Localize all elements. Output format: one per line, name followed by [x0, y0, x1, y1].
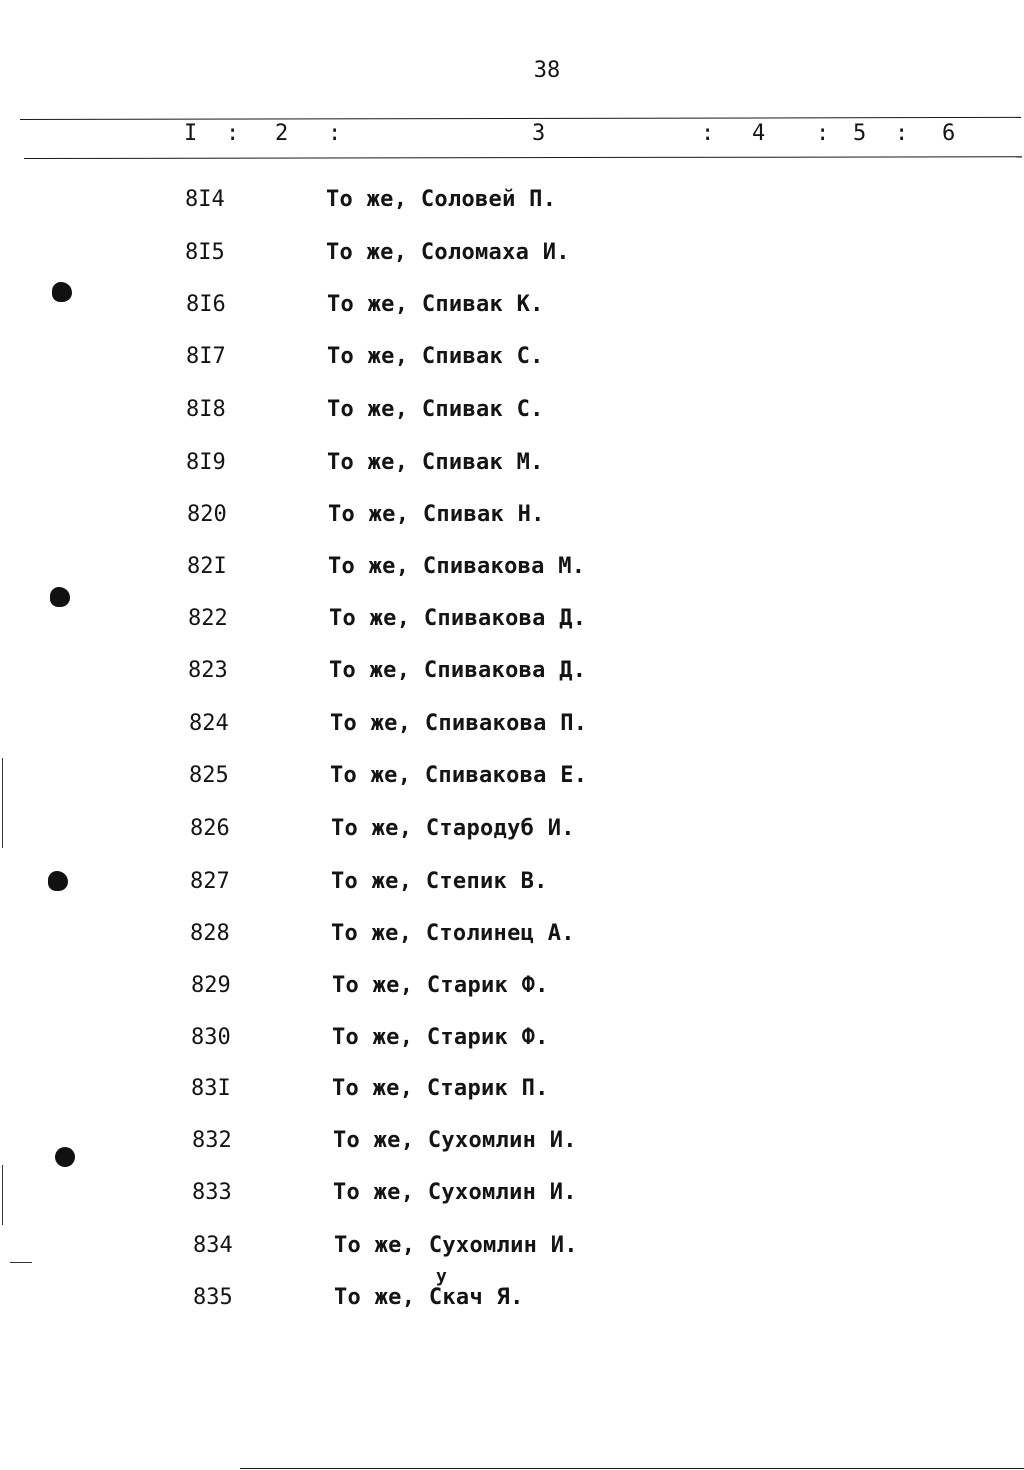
punch-hole-mark: [55, 1147, 75, 1167]
row-entry: То же, Скач Я.: [334, 1285, 524, 1310]
column-header-4: 4: [752, 121, 766, 146]
row-entry: То же, Спивак М.: [327, 450, 544, 475]
margin-dash: [10, 1262, 32, 1263]
column-header-1: I: [184, 121, 198, 146]
column-separator: :: [226, 121, 240, 146]
row-entry: То же, Столинец А.: [331, 921, 575, 946]
row-number: 825: [189, 763, 229, 788]
row-number: 8I5: [185, 240, 225, 265]
column-separator: :: [701, 121, 715, 146]
row-entry: То же, Сухомлин И.: [334, 1233, 578, 1258]
row-number: 834: [193, 1233, 233, 1258]
column-separator: :: [895, 121, 909, 146]
row-number: 822: [188, 606, 228, 631]
row-number: 83I: [191, 1076, 231, 1101]
row-number: 827: [190, 869, 230, 894]
row-number: 8I9: [186, 450, 226, 475]
punch-hole-mark: [52, 282, 72, 302]
row-entry: То же, Сухомлин И.: [333, 1180, 577, 1205]
column-header-2: 2: [275, 121, 289, 146]
row-entry: То же, Сухомлин И.: [333, 1128, 577, 1153]
row-number: 8I7: [186, 344, 226, 369]
row-entry: То же, Степик В.: [331, 869, 548, 894]
page-number: 38: [533, 58, 561, 83]
row-number: 832: [192, 1128, 232, 1153]
row-number: 829: [191, 973, 231, 998]
margin-tick: [2, 1165, 3, 1225]
row-number: 8I6: [186, 292, 226, 317]
row-entry: То же, Соломаха И.: [326, 240, 570, 265]
row-number: 826: [190, 816, 230, 841]
row-entry: То же, Спивакова Д.: [329, 606, 587, 631]
row-entry: То же, Соловей П.: [326, 187, 557, 212]
row-number: 8I8: [186, 397, 226, 422]
row-entry: То же, Старик Ф.: [332, 973, 549, 998]
row-entry: То же, Спивак С.: [327, 397, 544, 422]
column-separator: :: [328, 121, 342, 146]
row-number: 82I: [187, 554, 227, 579]
margin-tick: [2, 758, 3, 848]
handwritten-correction: у: [436, 1266, 447, 1287]
column-header-5: 5: [853, 121, 867, 146]
row-number: 824: [189, 711, 229, 736]
row-entry: То же, Спивак К.: [327, 292, 544, 317]
bottom-rule: [240, 1468, 1024, 1469]
row-number: 820: [187, 502, 227, 527]
punch-hole-mark: [48, 871, 68, 891]
row-number: 823: [188, 658, 228, 683]
row-number: 830: [191, 1025, 231, 1050]
column-header-6: 6: [942, 121, 956, 146]
punch-hole-mark: [50, 587, 70, 607]
row-entry: То же, Спивакова Д.: [329, 658, 587, 683]
row-number: 828: [190, 921, 230, 946]
column-header-3: 3: [532, 121, 546, 146]
row-entry: То же, Старик Ф.: [332, 1025, 549, 1050]
row-entry: То же, Спивакова М.: [328, 554, 586, 579]
header-bottom-rule: [24, 156, 1022, 159]
row-entry: То же, Старик П.: [332, 1076, 549, 1101]
row-entry: То же, Спивакова Е.: [330, 763, 588, 788]
row-number: 833: [192, 1180, 232, 1205]
row-entry: То же, Спивакова П.: [330, 711, 588, 736]
column-separator: :: [816, 121, 830, 146]
row-entry: То же, Спивак Н.: [328, 502, 545, 527]
header-top-rule: [20, 117, 1021, 120]
row-entry: То же, Спивак С.: [327, 344, 544, 369]
row-number: 8I4: [185, 187, 225, 212]
row-entry: То же, Стародуб И.: [331, 816, 575, 841]
row-number: 835: [193, 1285, 233, 1310]
